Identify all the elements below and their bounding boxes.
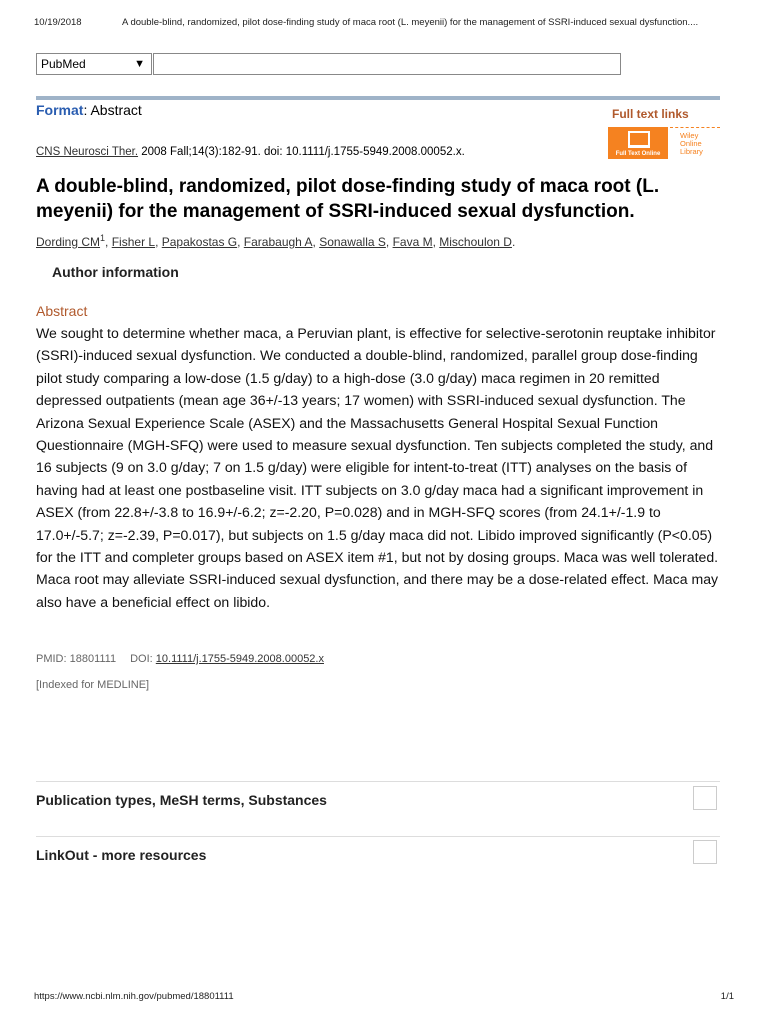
author-information-toggle[interactable]: Author information: [52, 264, 179, 280]
author-link[interactable]: Papakostas G: [161, 235, 238, 249]
laptop-icon: [628, 131, 650, 148]
search-input[interactable]: [153, 53, 621, 75]
format-value: Abstract: [90, 102, 142, 118]
doi-label: DOI:: [130, 653, 156, 665]
full-text-online-badge[interactable]: [608, 127, 668, 159]
publication-types-toggle[interactable]: Publication types, MeSH terms, Substances: [36, 792, 327, 808]
wiley-logo[interactable]: [670, 127, 720, 160]
affiliation-superscript: 1: [100, 233, 106, 243]
header-divider: [36, 96, 720, 100]
database-select-value: PubMed: [41, 57, 86, 71]
citation: [36, 146, 465, 158]
publisher-line-2: Online: [680, 139, 702, 148]
abstract-text: We sought to determine whether maca, a Peruvian plant, is effective for selective-serotonin reuptake inhibitor (SSRI)-induced sexual dysfunction. We conducted a double-blind, randomized, parallel group dose-finding pilot study comparing a low-dose (1.5 g/day) to a high-dose (3.0 g/day) maca regimen in 20 remitted depressed outpatients (mean age 36+/-13 years; 17 women) with SSRI-induced sexual dysfunction. The Arizona Sexual Experience Scale (ASEX) and the Massachusetts General Hospital Sexual Function Questionnaire (MGH-SFQ) were used to measure sexual dysfunction. Ten subjects completed the study, and 16 subjects (9 on 3.0 g/day; 7 on 1.5 g/day) were eligible for intent-to-treat (ITT) analyses on the basis of having had at least one postbaseline visit. ITT subjects on 3.0 g/day maca had a significant improvement in ASEX (from 22.8+/-3.8 to 16.9+/-6.2; z=-2.20, P=0.028) and in MGH-SFQ scores (from 24.1+/-1.9 to 17.0+/-5.7; z=-2.39, P=0.017), but subjects on 1.5 g/day maca did not. Libido improved significantly (P<0.05) for the ITT and completer groups based on ASEX item #1, but not by dosing groups. Maca was well tolerated. Maca root may alleviate SSRI-induced sexual dysfunction, and there may be a dose-related effect. Maca may also have a beneficial effect on libido.: [36, 325, 719, 610]
publisher-line-3: Library: [680, 147, 703, 156]
author-list: Dording $CM^1$, Fisher L, Papakostas G, Farabaugh A, Sonawalla S, Fava M, Mischoulon D.: [36, 233, 516, 249]
linkout-toggle[interactable]: LinkOut - more resources: [36, 847, 207, 863]
journal-link[interactable]: CNS Neurosci Ther.: [36, 146, 139, 158]
doi-link[interactable]: 10.1111/j.1755-5949.2008.00052.x: [155, 653, 324, 665]
format-label[interactable]: Format: [36, 102, 84, 118]
expand-toggle-icon[interactable]: [693, 840, 717, 864]
expand-toggle-icon[interactable]: [693, 786, 717, 810]
author-link[interactable]: Sonawalla S: [319, 235, 386, 249]
badge-caption: Full Text Online: [615, 151, 661, 157]
print-footer: [34, 991, 734, 1002]
identifiers: [36, 653, 324, 665]
search-bar: [36, 53, 620, 75]
author-link[interactable]: Farabaugh A: [243, 235, 313, 249]
pmid: PMID: 18801111: [36, 653, 117, 665]
print-header: [34, 17, 734, 28]
format-separator: :: [83, 102, 91, 118]
full-text-links-heading: Full text links: [612, 107, 689, 121]
chevron-down-icon: ▼: [134, 58, 145, 70]
citation-details: 2008 Fall;14(3):182-91. doi: 10.1111/j.1755-5949.2008.00052.x.: [138, 146, 465, 158]
indexed-for-medline: [Indexed for MEDLINE]: [36, 679, 150, 691]
page-number: 1/1: [720, 991, 734, 1002]
author-link[interactable]: Dording CM: [36, 235, 101, 249]
section-divider: [36, 781, 720, 782]
author-link[interactable]: Fisher L: [111, 235, 156, 249]
database-select[interactable]: [36, 53, 152, 75]
author-link[interactable]: Fava M: [392, 235, 433, 249]
publisher-line-1: Wiley: [680, 131, 699, 140]
print-date: 10/19/2018: [34, 17, 82, 28]
page-url: https://www.ncbi.nlm.nih.gov/pubmed/18801111: [34, 991, 234, 1002]
section-divider: [36, 836, 720, 837]
wiley-full-text-link[interactable]: [608, 127, 720, 159]
format-selector[interactable]: [36, 102, 142, 118]
article-title: A double-blind, randomized, pilot dose-finding study of maca root (L. meyenii) for the management of SSRI-induced sexual dysfunction.: [36, 176, 660, 222]
abstract-heading: Abstract: [36, 303, 88, 319]
print-doc-title: A double-blind, randomized, pilot dose-finding study of maca root (L. meyenii) for the management of SSRI-induced sexual dysfunction....: [122, 17, 699, 28]
author-link[interactable]: Mischoulon D: [439, 235, 512, 249]
